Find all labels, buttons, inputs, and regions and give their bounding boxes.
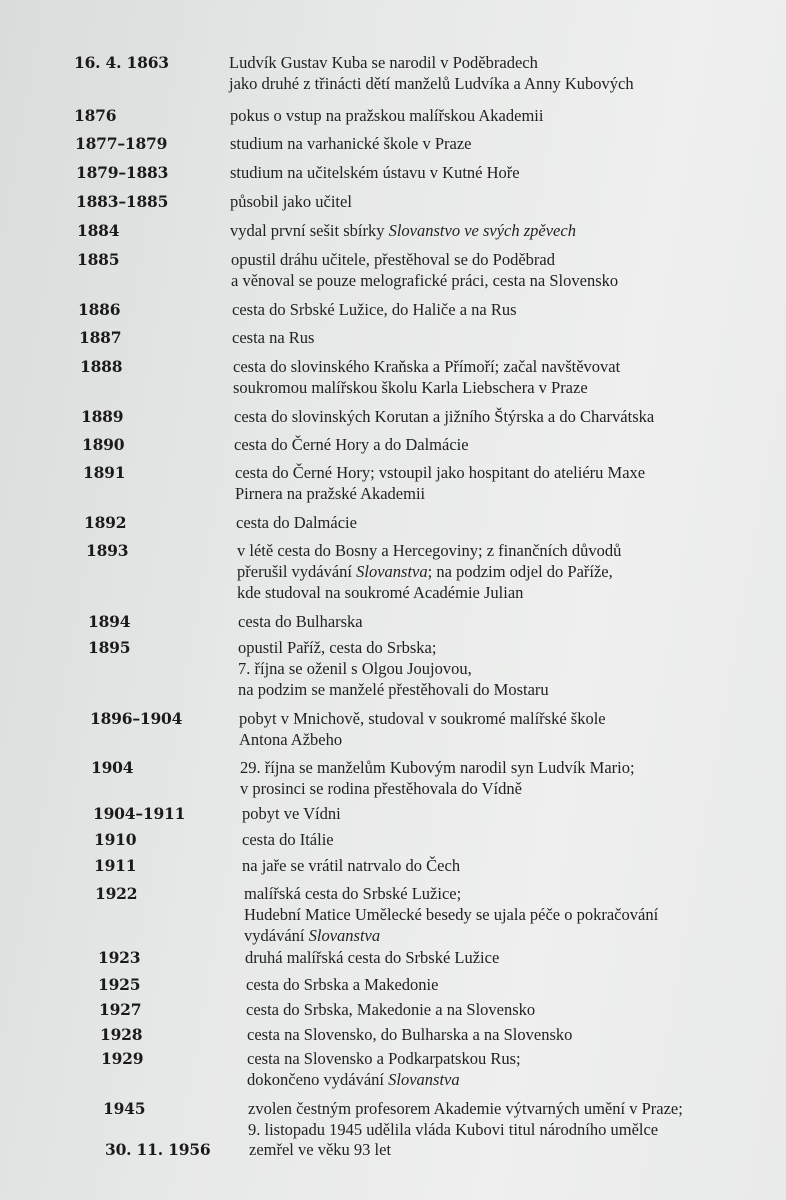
- entry-date: 1923: [98, 948, 141, 967]
- entry-description: [242, 803, 341, 824]
- entry-date: 1922: [95, 884, 138, 903]
- entry-text: v létě cesta do Bosny a Hercegoviny; z finančních důvodů: [237, 541, 622, 560]
- entry-text: cesta do Srbska a Makedonie: [246, 975, 439, 994]
- entry-line: [238, 611, 363, 632]
- entry-text: působil jako učitel: [230, 192, 352, 211]
- entry-date: 1887: [79, 328, 122, 347]
- entry-line: [244, 925, 658, 946]
- entry-line: [230, 162, 520, 183]
- entry-text: cesta do Černé Hory; vstoupil jako hospitant do ateliéru Maxe: [235, 463, 646, 482]
- entry-date: 1891: [83, 463, 126, 482]
- entry-date: 1884: [77, 221, 120, 240]
- entry-description: [240, 757, 635, 799]
- entry-date: 1928: [100, 1025, 143, 1044]
- entry-line: [233, 356, 620, 377]
- entry-text: vydal první sešit sbírky: [230, 221, 389, 240]
- entry-description: [249, 1139, 391, 1160]
- entry-description: [230, 105, 543, 126]
- entry-description: [232, 327, 314, 348]
- entry-description: [247, 1024, 572, 1045]
- entry-description: [230, 133, 471, 154]
- entry-text: Ludvík Gustav Kuba se narodil v Poděbradech: [229, 53, 538, 72]
- entry-text: cesta na Slovensko a Podkarpatskou Rus;: [247, 1049, 521, 1068]
- entry-text: 29. října se manželům Kubovým narodil syn Ludvík Mario;: [240, 758, 635, 777]
- entry-description: [234, 434, 469, 455]
- entry-text: cesta do Dalmácie: [236, 513, 357, 532]
- entry-description: [246, 999, 535, 1020]
- entry-date: 1886: [78, 300, 121, 319]
- entry-line: [248, 1098, 683, 1119]
- entry-text: přerušil vydávání: [237, 562, 357, 581]
- entry-description: [242, 855, 460, 876]
- entry-text: na podzim se manželé přestěhovali do Mostaru: [238, 680, 549, 699]
- entry-line: [238, 658, 549, 679]
- entry-text: opustil Paříž, cesta do Srbska;: [238, 638, 437, 657]
- entry-date: 1879–1883: [76, 163, 169, 182]
- entry-date: 1911: [94, 856, 137, 875]
- entry-line: [229, 73, 634, 94]
- entry-text: Antona Ažbeho: [239, 730, 343, 749]
- entry-text: cesta na Rus: [232, 328, 315, 347]
- entry-date: 1929: [101, 1049, 144, 1068]
- entry-text: studium na varhanické škole v Praze: [230, 134, 472, 153]
- entry-line: [242, 829, 334, 850]
- entry-line: [247, 1048, 521, 1069]
- entry-description: [237, 540, 621, 603]
- entry-line: [232, 327, 314, 348]
- entry-line: [230, 105, 543, 126]
- entry-line: [247, 1024, 572, 1045]
- entry-text: dokončeno vydávání: [247, 1070, 389, 1089]
- entry-line: [242, 855, 460, 876]
- entry-date: 1890: [82, 435, 125, 454]
- entry-line: [232, 299, 517, 320]
- entry-line: [239, 729, 606, 750]
- entry-description: [246, 974, 438, 995]
- entry-text: kde studoval na soukromé Académie Julian: [237, 583, 524, 602]
- entry-date: 1888: [80, 357, 123, 376]
- entry-line: [248, 1119, 683, 1140]
- entry-line: [247, 1069, 521, 1090]
- entry-line: [235, 462, 645, 483]
- entry-line: [233, 377, 620, 398]
- entry-text: jako druhé z třinácti dětí manželů Ludvíka a Anny Kubových: [229, 74, 634, 93]
- entry-text: soukromou malířskou školu Karla Liebschera v Praze: [233, 378, 588, 397]
- entry-date: 1904: [91, 758, 134, 777]
- entry-description: [231, 249, 618, 291]
- entry-title-italic: Slovanstva: [308, 926, 381, 945]
- entry-date: 1877–1879: [75, 134, 168, 153]
- entry-text: Hudební Matice Umělecké besedy se ujala péče o pokračování: [244, 905, 659, 924]
- entry-date: 1896–1904: [90, 709, 183, 728]
- entry-text: vydávání: [244, 926, 309, 945]
- entry-date: 30. 11. 1956: [105, 1140, 211, 1159]
- entry-text: pokus o vstup na pražskou malířskou Akademii: [230, 106, 544, 125]
- entry-description: [232, 299, 517, 320]
- entry-text: malířská cesta do Srbské Lužice;: [244, 884, 462, 903]
- entry-description: [230, 162, 520, 183]
- entry-text: druhá malířská cesta do Srbské Lužice: [245, 948, 500, 967]
- entry-text: cesta do Srbské Lužice, do Haliče a na Rus: [232, 300, 517, 319]
- entry-line: [242, 803, 341, 824]
- entry-line: [235, 483, 645, 504]
- entry-line: [237, 582, 621, 603]
- entry-text: 9. listopadu 1945 udělila vláda Kubovi titul národního umělce: [248, 1120, 659, 1139]
- entry-line: [234, 434, 469, 455]
- entry-text: studium na učitelském ústavu v Kutné Hoře: [230, 163, 520, 182]
- entry-title-italic: Slovanstva: [388, 1070, 460, 1089]
- entry-text: cesta do Černé Hory a do Dalmácie: [234, 435, 469, 454]
- entry-line: [236, 512, 357, 533]
- entry-description: [238, 611, 363, 632]
- entry-text: zemřel ve věku 93 let: [249, 1140, 392, 1159]
- entry-date: 1927: [99, 1000, 142, 1019]
- entry-title-italic: Slovanstvo ve svých zpěvech: [388, 221, 576, 240]
- entry-line: [246, 974, 438, 995]
- entry-text: na jaře se vrátil natrvalo do Čech: [242, 856, 461, 875]
- entry-text: Pirnera na pražské Akademii: [235, 484, 426, 503]
- entry-description: [234, 406, 654, 427]
- entry-line: [238, 679, 549, 700]
- entry-date: 1885: [77, 250, 120, 269]
- entry-line: [244, 904, 658, 925]
- entry-line: [230, 133, 471, 154]
- entry-date: 1893: [86, 541, 129, 560]
- entry-text: cesta do slovinského Kraňska a Přímoří; začal navštěvovat: [233, 357, 621, 376]
- entry-line: [231, 249, 618, 270]
- entry-description: [235, 462, 645, 504]
- entry-line: [240, 778, 635, 799]
- entry-text: cesta do Bulharska: [238, 612, 363, 631]
- entry-description: [229, 52, 634, 94]
- entry-description: [230, 191, 352, 212]
- entry-description: [230, 220, 576, 241]
- entry-date: 1895: [88, 638, 131, 657]
- entry-line: [229, 52, 634, 73]
- entry-description: [239, 708, 606, 750]
- entry-description: [242, 829, 334, 850]
- entry-text: cesta na Slovensko, do Bulharska a na Slovensko: [247, 1025, 573, 1044]
- entry-line: [240, 757, 635, 778]
- entry-line: [239, 708, 606, 729]
- entry-date: 1925: [98, 975, 141, 994]
- entry-text: ; na podzim odjel do Paříže,: [427, 562, 613, 581]
- entry-description: [244, 883, 658, 946]
- entry-text: cesta do Itálie: [242, 830, 334, 849]
- entry-line: [237, 561, 621, 582]
- entry-description: [236, 512, 357, 533]
- entry-text: zvolen čestným profesorem Akademie výtvarných umění v Praze;: [248, 1099, 683, 1118]
- entry-line: [249, 1139, 391, 1160]
- entry-line: [237, 540, 621, 561]
- entry-line: [230, 220, 576, 241]
- entry-text: cesta do Srbska, Makedonie a na Slovensko: [246, 1000, 536, 1019]
- entry-text: pobyt v Mnichově, studoval v soukromé malířské škole: [239, 709, 606, 728]
- entry-date: 1892: [84, 513, 127, 532]
- entry-date: 1894: [88, 612, 131, 631]
- entry-date: 1910: [94, 830, 137, 849]
- entry-date: 1945: [103, 1099, 146, 1118]
- entry-date: 1889: [81, 407, 124, 426]
- entry-line: [245, 947, 499, 968]
- entry-text: v prosinci se rodina přestěhovala do Vídně: [240, 779, 522, 798]
- entry-line: [231, 270, 618, 291]
- entry-description: [233, 356, 620, 398]
- entry-text: cesta do slovinských Korutan a jižního Štýrska a do Charvátska: [234, 407, 655, 426]
- entry-date: 1904–1911: [93, 804, 186, 823]
- entry-line: [244, 883, 658, 904]
- entry-description: [248, 1098, 683, 1140]
- entry-text: pobyt ve Vídni: [242, 804, 341, 823]
- entry-date: 1876: [74, 106, 117, 125]
- entry-date: 16. 4. 1863: [74, 53, 169, 72]
- entry-line: [246, 999, 535, 1020]
- entry-title-italic: Slovanstva: [356, 562, 428, 581]
- entry-text: a věnoval se pouze melografické práci, cesta na Slovensko: [231, 271, 619, 290]
- entry-description: [238, 637, 549, 700]
- entry-description: [247, 1048, 521, 1090]
- entry-line: [238, 637, 549, 658]
- entry-line: [234, 406, 654, 427]
- entry-line: [230, 191, 352, 212]
- entry-date: 1883–1885: [76, 192, 169, 211]
- entry-text: opustil dráhu učitele, přestěhoval se do Poděbrad: [231, 250, 555, 269]
- entry-description: [245, 947, 499, 968]
- entry-text: 7. října se oženil s Olgou Joujovou,: [238, 659, 472, 678]
